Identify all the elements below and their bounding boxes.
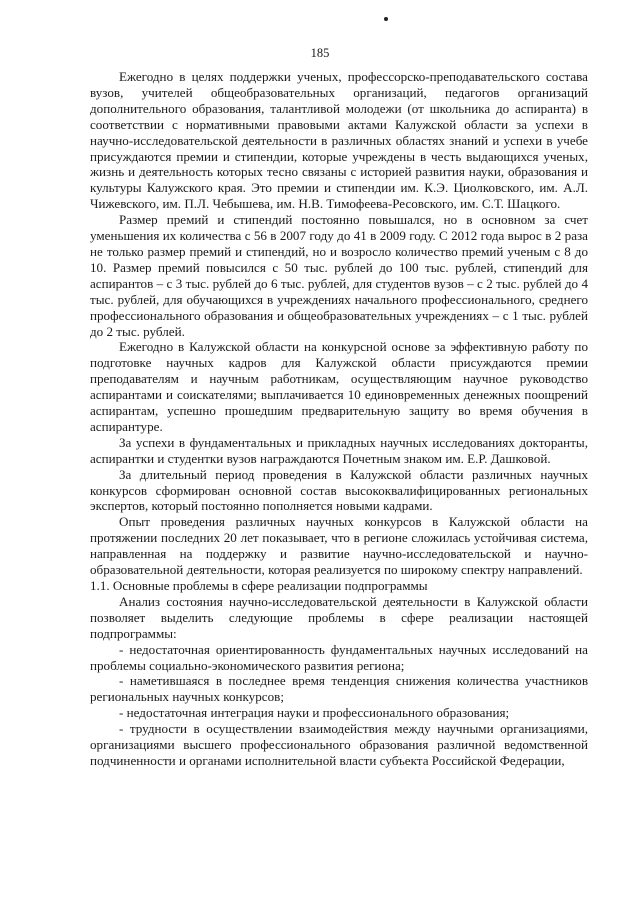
paragraph-analysis-intro: Анализ состояния научно-исследовательской деятельности в Калужской области позволяет выделить следующие проблемы в сфере реализации настоящей подпрограммы: [90,593,588,641]
problem-item: - наметившаяся в последнее время тенденция снижения количества участников региональных научных конкурсов; [90,673,588,705]
stray-mark [384,17,388,21]
problem-item: - трудности в осуществлении взаимодействия между научными организациями, организациями высшего профессионального образования различной ведомственной подчиненности и органами исполнительной власти субъекта Российской Федерации, [90,721,588,768]
paragraph-experience: Опыт проведения различных научных конкурсов в Калужской области на протяжении последних 20 лет показывает, что в регионе сложилась устойчивая система, направленная на поддержку и развитие научно-исследовательской и научно-образовательной деятельности, которая реализуется по широкому спектру направлений. [90,514,588,578]
section-title: 1.1. Основные проблемы в сфере реализации подпрограммы [90,578,428,593]
paragraph-experts: За длительный период проведения в Калужской области различных научных конкурсов сформирован основной состав высококвалифицированных региональных экспертов, который постоянно пополняется новыми кадрами. [90,466,588,514]
problem-item: - недостаточная ориентированность фундаментальных научных исследований на проблемы социально-экономического развития региона; [90,641,588,673]
paragraph-dashkova-badge: За успехи в фундаментальных и прикладных научных исследованиях докторанты, аспирантки и студентки вузов награждаются Почетным знаком им. Е.Р. Дашковой. [90,434,588,466]
paragraph-awards: Ежегодно в целях поддержки ученых, профессорско-преподавательского состава вузов, учителей общеобразовательных организаций, педагогов организаций дополнительного образования, талантливой молодежи (от школьника до аспиранта) в соответствии с нормативными правовыми актами Калужской области за успехи в научно-исследовательской деятельности в различных областях знаний и успехи в учебе присуждаются премии и стипендии, которые учреждены в честь выдающихся ученых, жизнь и деятельность которых тесно связаны с историей развития науки, образования и культуры Калужского края. Это премии и стипендии им. К.Э. Циолковского, им. А.Л. Чижевского, им. П.Л. Чебышева, им. Н.В. Тимофеева-Ресовского, им. С.Т. Шацкого. [90,69,588,212]
paragraph-scientific-personnel: Ежегодно в Калужской области на конкурсной основе за эффективную работу по подготовке научных кадров для Калужской области присуждаются премии преподавателям и научным работникам, осуществляющим научное руководство аспирантами и соискателями; выплачивается 10 единовременных денежных поощрений аспирантам, успешно прошедшим предварительную защиту во время обучения в аспирантуре. [90,339,588,434]
document-body [90,69,588,769]
problem-item: - недостаточная интеграция науки и профессионального образования; [119,705,510,721]
paragraph-award-sizes: Размер премий и стипендий постоянно повышался, но в основном за счет уменьшения их количества с 56 в 2007 году до 41 в 2009 году. С 2012 года вырос в 2 раза не только размер премий и стипендий, но и возросло количество премий ученым с 8 до 10. Размер премий повысился с 50 тыс. рублей до 100 тыс. рублей, стипендий для аспирантов – с 3 тыс. рублей до 6 тыс. рублей, для студентов вузов – с 2 тыс. рублей до 4 тыс. рублей, для обучающихся в учреждениях начального профессионального, среднего профессионального образования и общеобразовательных учреждениях – с 1 тыс. рублей до 2 тыс. рублей. [90,212,588,339]
page-number: 185 [310,46,330,60]
